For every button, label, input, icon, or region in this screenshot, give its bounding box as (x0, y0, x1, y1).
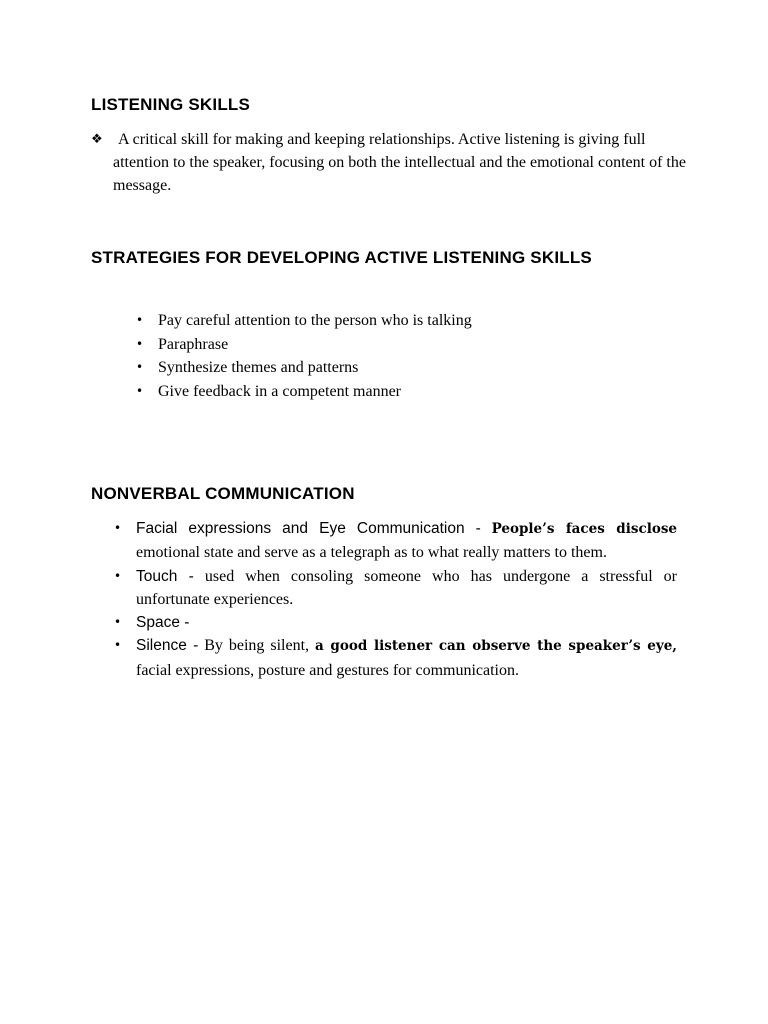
silence-pre-text: By being silent, (204, 637, 310, 655)
list-item (136, 356, 472, 380)
touch-text: used when consoling someone who has undergone a stressful or unfortunate experiences. (136, 567, 678, 608)
facial-expressions-emphasis: People’s faces disclose (491, 521, 678, 537)
space-term: Space - (136, 614, 190, 632)
facial-expressions-term: Facial expressions and Eye Communication - (136, 520, 481, 537)
listening-skills-heading: LISTENING SKILLS (91, 95, 251, 114)
bullet-icon: • (136, 313, 144, 327)
list-item (114, 611, 677, 634)
listening-intro-continuation: full attention to the speaker, focusing on both the intellectual and the emotional content of the message. (113, 131, 686, 194)
list-item (114, 517, 677, 565)
bullet-icon: • (136, 360, 144, 375)
list-item-text: Paraphrase (158, 335, 229, 353)
list-item (136, 380, 472, 404)
listening-intro-paragraph (91, 128, 691, 197)
nonverbal-heading: NONVERBAL COMMUNICATION (91, 484, 355, 503)
list-item-text: Pay careful attention to the person who is talking (158, 312, 472, 329)
list-item (136, 309, 472, 333)
touch-term: Touch - (136, 567, 194, 585)
listening-intro-text (91, 128, 691, 197)
list-item-text: Give feedback in a competent manner (158, 383, 401, 401)
facial-expressions-text: emotional state and serve as a telegraph as to what really matters to them. (136, 544, 607, 562)
strategies-heading: STRATEGIES FOR DEVELOPING ACTIVE LISTENING SKILLS (91, 248, 592, 267)
bullet-icon: • (114, 521, 122, 535)
listening-intro-line1: A critical skill for making and keeping relationships. Active listening is giving (118, 131, 620, 148)
bullet-icon: • (114, 615, 122, 630)
silence-term: Silence - (136, 637, 199, 655)
silence-text: facial expressions, posture and gestures for communication. (136, 661, 519, 679)
list-item (114, 634, 677, 682)
bullet-icon: • (114, 638, 122, 653)
diamond-bullet-icon: ❖ (91, 132, 103, 147)
nonverbal-list (114, 517, 677, 682)
strategies-list (136, 309, 472, 404)
bullet-icon: • (114, 568, 122, 583)
silence-emphasis: a good listener can observe the speaker’s eye, (315, 638, 678, 655)
list-item (114, 565, 677, 612)
list-item-text: Synthesize themes and patterns (158, 359, 359, 377)
list-item (136, 333, 472, 357)
bullet-icon: • (136, 336, 144, 351)
bullet-icon: • (136, 384, 144, 399)
